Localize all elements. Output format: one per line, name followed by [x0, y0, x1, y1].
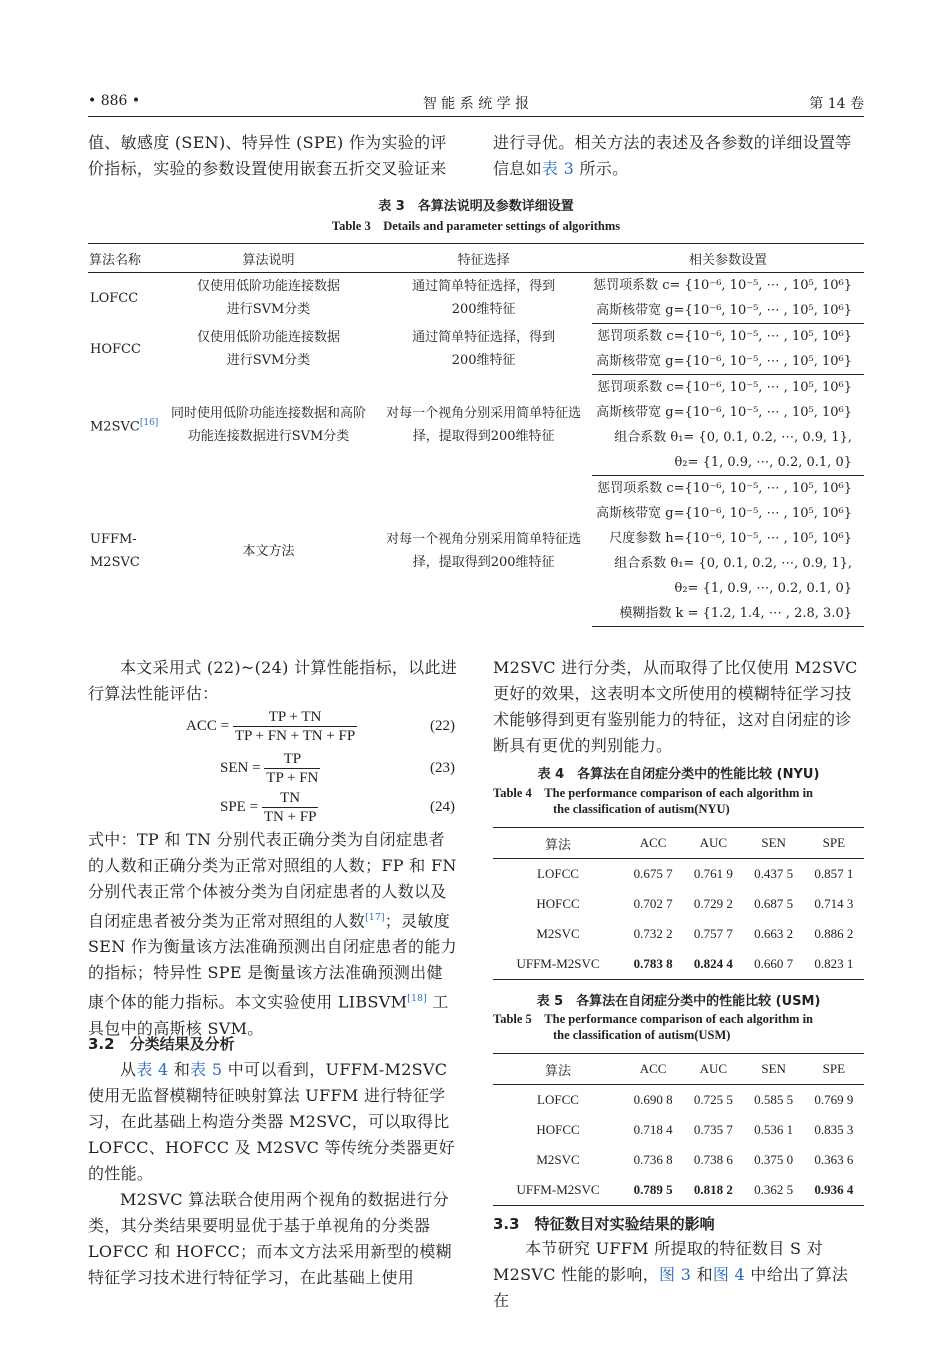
- table-row: [493, 949, 864, 980]
- metric-cell: 0.738 6: [693, 1152, 733, 1167]
- metric-cell: 0.729 2: [693, 896, 733, 911]
- metric-cell: 0.675 7: [633, 866, 673, 881]
- section-3-2-heading: 3.2 分类结果及分析: [88, 1035, 235, 1053]
- metric-cell: 0.835 3: [814, 1122, 854, 1137]
- metric-cell: 0.718 4: [633, 1122, 673, 1137]
- equation-24: SPE = $\frac{TN}{TN + FP}$: [220, 790, 317, 825]
- ref-17-link[interactable]: [17]: [365, 913, 385, 923]
- table3-header: 相关参数设置: [592, 244, 864, 273]
- table5-caption-zh: 表 5 各算法在自闭症分类中的性能比较 (USM): [536, 994, 821, 1009]
- metric-cell: 0.714 3: [814, 896, 854, 911]
- table3-description: 本文方法: [242, 543, 295, 559]
- table3-header: 算法名称: [88, 244, 162, 273]
- table3-algorithm-name: LOFCC: [90, 290, 139, 306]
- table-header: 算法: [493, 1054, 623, 1085]
- metric-cell: 0.663 2: [754, 926, 794, 941]
- table3-row: [88, 273, 864, 299]
- table3-parameter: 高斯核带宽 g={10⁻⁶, 10⁻⁵, ⋯ , 10⁵, 10⁶}: [592, 298, 864, 324]
- table3-link[interactable]: 表 3: [541, 159, 575, 178]
- page-number: • 886 •: [88, 93, 141, 109]
- table3-parameter: 高斯核带宽 g={10⁻⁶, 10⁻⁵, ⋯ , 10⁵, 10⁶}: [596, 506, 852, 521]
- metric-cell: 0.362 5: [744, 1175, 804, 1206]
- algorithm-cell: HOFCC: [536, 1122, 580, 1137]
- table3-parameter: 高斯核带宽 g={10⁻⁶, 10⁻⁵, ⋯ , 10⁵, 10⁶}: [596, 405, 852, 420]
- table3-parameter: 组合系数 θ₁= {0, 0.1, 0.2, ⋯, 0.9, 1},: [614, 430, 852, 445]
- table-row: [493, 1085, 864, 1116]
- table-header: SEN: [744, 828, 804, 859]
- metric-cell: 0.732 2: [633, 926, 673, 941]
- equation-22: ACC = $\frac{TP + TN}{TP + FN + TN + FP}$: [186, 709, 356, 744]
- table3-algorithm-name: M2SVC[16]: [90, 417, 159, 435]
- table-header: SPE: [804, 1054, 864, 1085]
- metric-cell: 0.363 6: [814, 1152, 854, 1167]
- table-header: AUC: [683, 1054, 743, 1085]
- table-row: [493, 889, 864, 919]
- table4-link[interactable]: 表 4: [136, 1060, 169, 1079]
- left-paragraph-1: 本文采用式 (22)~(24) 计算性能指标，以此进行算法性能评估：: [88, 658, 458, 703]
- table5: [493, 1053, 864, 1206]
- metric-cell: 0.690 8: [633, 1092, 673, 1107]
- metric-cell: 0.789 5: [623, 1175, 683, 1206]
- table3-caption-en: Table 3 Details and parameter settings of algorithms: [331, 219, 621, 233]
- left-paragraph-4: M2SVC 算法联合使用两个视角的数据进行分类，其分类结果要明显优于基于单视角的分类器 LOFCC 和 HOFCC；而本文方法采用新型的模糊特征学习技术进行特征学习，在此基础上使用: [88, 1190, 452, 1287]
- metric-cell: 0.660 7: [744, 949, 804, 980]
- right-paragraph-2: 本节研究 UFFM 所提取的特征数目 S 对 M2SVC 性能的影响，图 3 和图 4 中给出了算法在: [493, 1239, 849, 1310]
- equation-number: (22): [430, 718, 455, 734]
- equation-23: SEN = $\frac{TP}{TP + FN}$: [220, 751, 319, 786]
- table3-row: [88, 476, 864, 502]
- table3-parameter: 惩罚项系数 c={10⁻⁶, 10⁻⁵, ⋯ , 10⁵, 10⁶}: [597, 329, 852, 344]
- intro-left-paragraph: 值、敏感度 (SEN)、特异性 (SPE) 作为实验的评价指标，实验的参数设置使用嵌套五折交叉验证来: [88, 133, 447, 178]
- table4-caption-en-line2: the classification of autism(NYU): [553, 802, 730, 816]
- metric-cell: 0.375 0: [754, 1152, 794, 1167]
- table4-caption-en: Table 4 The performance comparison of each algorithm in: [493, 786, 814, 800]
- table5-caption-en-line2: the classification of autism(USM): [553, 1028, 731, 1042]
- header-rule: [88, 116, 864, 117]
- table5-caption-en: Table 5 The performance comparison of each algorithm in: [493, 1012, 814, 1026]
- table3-feature-selection: 对每一个视角分别采用简单特征选 择，提取得到200维特征: [386, 406, 582, 444]
- table3-header: 算法说明: [162, 244, 375, 273]
- figure4-link[interactable]: 图 4: [712, 1265, 746, 1284]
- metric-cell: 0.783 8: [623, 949, 683, 980]
- table3-parameter: θ₂= {1, 0.9, ⋯, 0.2, 0.1, 0}: [674, 581, 852, 596]
- journal-name: 智 能 系 统 学 报: [422, 96, 530, 112]
- metric-cell: 0.824 4: [683, 949, 743, 980]
- equation-number: (23): [430, 760, 455, 776]
- metric-cell: 0.769 9: [814, 1092, 854, 1107]
- algorithm-cell: M2SVC: [536, 926, 580, 941]
- table3-feature-selection: 通过简单特征选择，得到 200维特征: [412, 330, 556, 368]
- table-row: [493, 919, 864, 949]
- table3-description: 仅使用低阶功能连接数据 进行SVM分类: [197, 330, 341, 368]
- table4-caption-zh: 表 4 各算法在自闭症分类中的性能比较 (NYU): [537, 767, 820, 782]
- table-row: [493, 1115, 864, 1145]
- figure3-link[interactable]: 图 3: [659, 1265, 692, 1284]
- metric-cell: 0.886 2: [814, 926, 854, 941]
- section-3-3-heading: 3.3 特征数目对实验结果的影响: [493, 1215, 715, 1233]
- table3-parameter: 惩罚项系数 c={10⁻⁶, 10⁻⁵, ⋯ , 10⁵, 10⁶}: [597, 380, 852, 395]
- table3-header: 特征选择: [375, 244, 592, 273]
- algorithm-cell: LOFCC: [537, 1092, 579, 1107]
- table3-parameter: 组合系数 θ₁= {0, 0.1, 0.2, ⋯, 0.9, 1},: [614, 556, 852, 571]
- table3-parameter: 模糊指数 k = {1.2, 1.4, ⋯ , 2.8, 3.0}: [592, 601, 864, 627]
- table-header: 算法: [493, 828, 623, 859]
- right-paragraph-1: M2SVC 进行分类，从而取得了比仅使用 M2SVC 更好的效果，这表明本文所使用的模糊特征学习技术能够得到更有鉴别能力的特征，这对自闭症的诊断具有更优的判别能力。: [493, 658, 858, 755]
- table3-parameter: 尺度参数 h={10⁻⁶, 10⁻⁵, ⋯ , 10⁵, 10⁶}: [609, 531, 852, 546]
- algorithm-cell: M2SVC: [536, 1152, 580, 1167]
- metric-cell: 0.757 7: [693, 926, 733, 941]
- intro-right-paragraph: 进行寻优。相关方法的表述及各参数的详细设置等信息如表 3 所示。: [493, 133, 852, 178]
- left-paragraph-2: 式中：TP 和 TN 分别代表正确分类为自闭症患者的人数和正确分类为正常对照组的人数；FP 和 FN 分别代表正常个体被分类为自闭症患者的人数以及自闭症患者被分类为正常对照组的人数[17]；灵敏度 SEN 作为衡量该方法准确预测出自闭症患者的能力的指标；特异性 SPE 是衡量该方法准确预测出健康个体的能力指标。本文实验使用 LIBSVM[18] 工具包中的高斯核 SVM。: [88, 830, 457, 1038]
- metric-cell: 0.736 8: [633, 1152, 673, 1167]
- table3-feature-selection: 通过简单特征选择，得到 200维特征: [412, 279, 556, 318]
- ref-16-link[interactable]: [16]: [139, 417, 159, 428]
- table-header: SPE: [804, 828, 864, 859]
- table-row: [493, 1145, 864, 1175]
- metric-cell: 0.437 5: [754, 866, 794, 881]
- table3-row: [88, 324, 864, 350]
- table4: [493, 827, 864, 980]
- volume-label: 第 14 卷: [809, 96, 864, 112]
- metric-cell: 0.823 1: [804, 949, 864, 980]
- algorithm-cell: LOFCC: [537, 866, 579, 881]
- metric-cell: 0.857 1: [814, 866, 854, 881]
- table3-algorithm-name: UFFM- M2SVC: [90, 532, 140, 570]
- metric-cell: 0.725 5: [693, 1092, 733, 1107]
- table3-description: 仅使用低阶功能连接数据 进行SVM分类: [197, 279, 341, 318]
- table3-algorithm-name: HOFCC: [90, 341, 141, 357]
- algorithm-cell: UFFM-M2SVC: [493, 949, 623, 980]
- table3-description: 同时使用低阶功能连接数据和高阶 功能连接数据进行SVM分类: [171, 406, 367, 444]
- table-header: ACC: [623, 828, 683, 859]
- table3-feature-selection: 对每一个视角分别采用简单特征选 择，提取得到200维特征: [386, 532, 582, 570]
- table3-row: [88, 375, 864, 401]
- table3-parameter: θ₂= {1, 0.9, ⋯, 0.2, 0.1, 0}: [592, 450, 864, 476]
- table-row: [493, 859, 864, 890]
- table-header: ACC: [623, 1054, 683, 1085]
- metric-cell: 0.936 4: [804, 1175, 864, 1206]
- ref-18-link[interactable]: [18]: [407, 994, 427, 1005]
- table3-parameter: 高斯核带宽 g={10⁻⁶, 10⁻⁵, ⋯ , 10⁵, 10⁶}: [592, 349, 864, 375]
- metric-cell: 0.702 7: [633, 896, 673, 911]
- metric-cell: 0.761 9: [693, 866, 733, 881]
- metric-cell: 0.818 2: [683, 1175, 743, 1206]
- metric-cell: 0.585 5: [754, 1092, 794, 1107]
- table3-caption-zh: 表 3 各算法说明及参数详细设置: [378, 199, 574, 214]
- table3-parameter: 惩罚项系数 c= {10⁻⁶, 10⁻⁵, ⋯ , 10⁵, 10⁶}: [593, 278, 852, 293]
- metric-cell: 0.735 7: [693, 1122, 733, 1137]
- left-paragraph-3: 从表 4 和表 5 中可以看到，UFFM-M2SVC 使用无监督模糊特征映射算法 UFFM 进行特征学习，在此基础上构造分类器 M2SVC，可以取得比 LOFCC、HOFCC 及 M2SVC 等传统分类器更好的性能。: [88, 1060, 455, 1183]
- algorithm-cell: HOFCC: [536, 896, 580, 911]
- equation-number: (24): [430, 799, 455, 815]
- table-header: AUC: [683, 828, 743, 859]
- algorithm-cell: UFFM-M2SVC: [493, 1175, 623, 1206]
- table3-parameter: 惩罚项系数 c={10⁻⁶, 10⁻⁵, ⋯ , 10⁵, 10⁶}: [597, 481, 852, 496]
- table3: [88, 243, 864, 627]
- table-header: SEN: [744, 1054, 804, 1085]
- table-row: [493, 1175, 864, 1206]
- metric-cell: 0.536 1: [754, 1122, 794, 1137]
- table5-link[interactable]: 表 5: [190, 1060, 223, 1079]
- metric-cell: 0.687 5: [754, 896, 794, 911]
